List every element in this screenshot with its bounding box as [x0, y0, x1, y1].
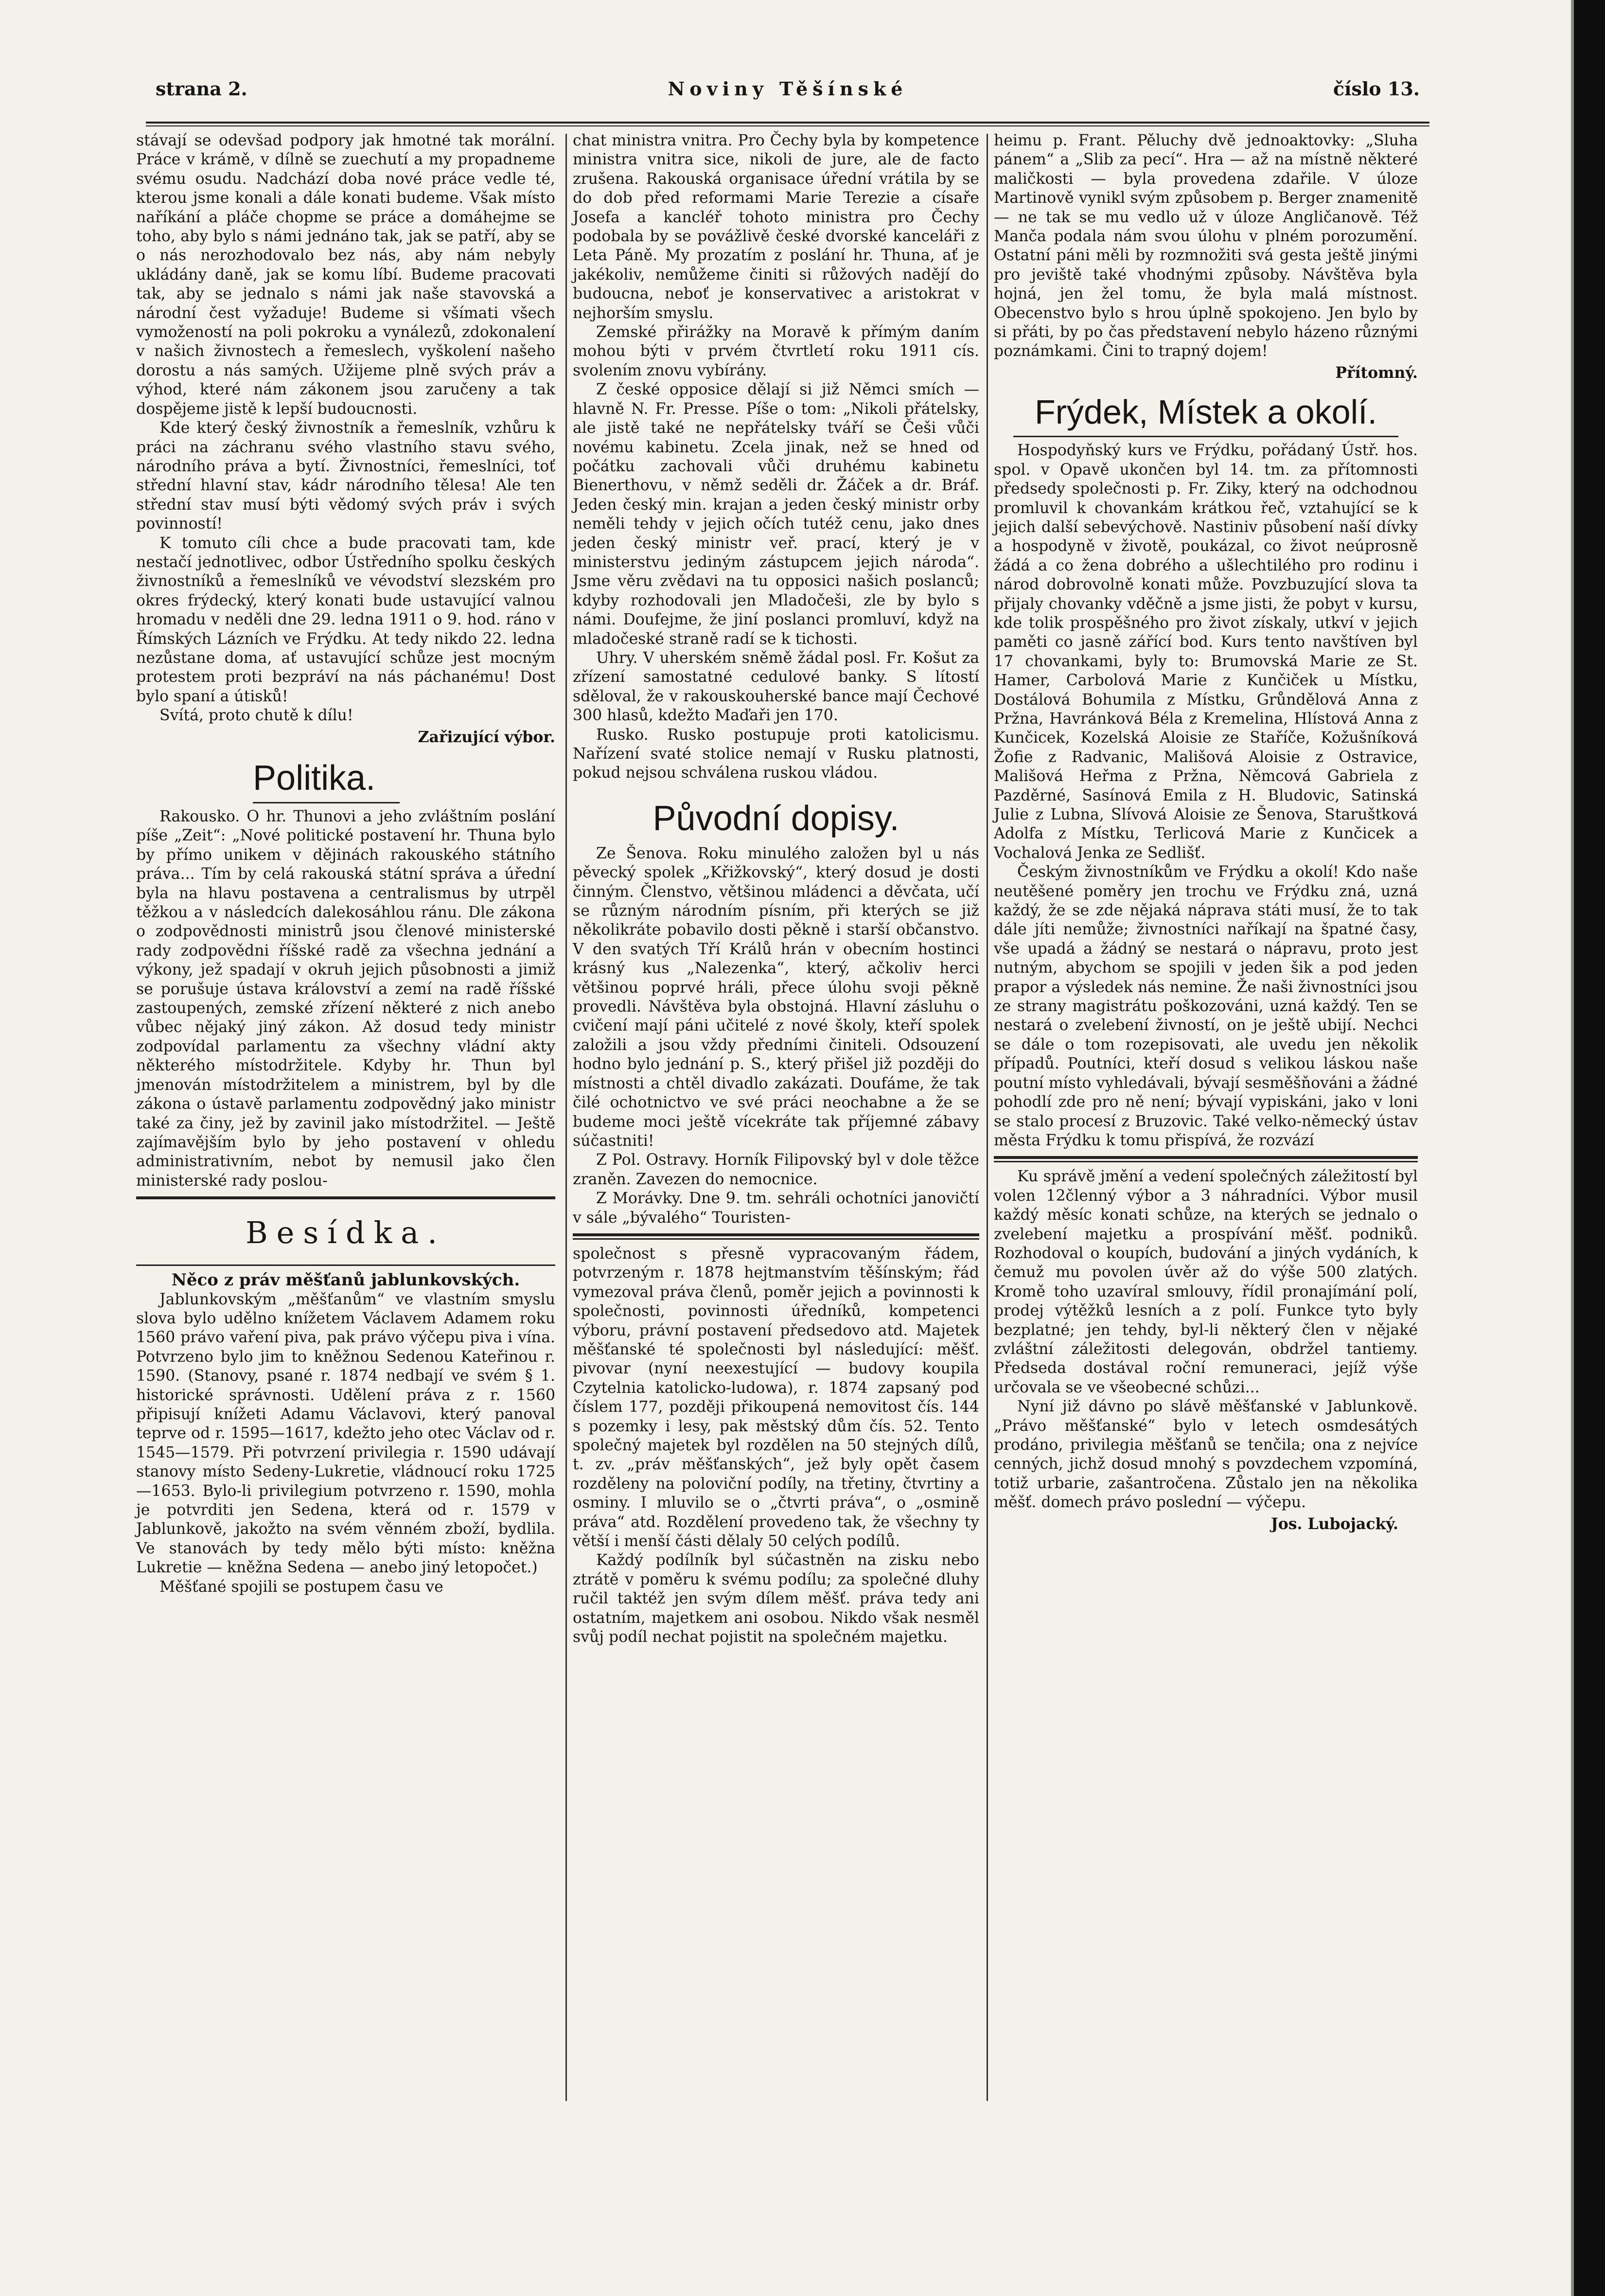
- column-divider-2: [987, 134, 988, 2101]
- paragraph: Jablunkovským „měšťanům“ ve vlastním smyslu slova bylo udělno knížetem Václavem Adamem roku 1560 právo vaření piva, pak právo výčepu piva i vína. Potvrzeno bylo jim to kněžnou Sedenou Kateřinou r. 1590. (Stanovy, psané r. 1874 nedbají ve svém § 1. historické správnosti. Udělení práva z r. 1560 připisují knížeti Adamu Václavovi, který panoval teprve od r. 1595—1617, kdežto jeho otec Václav od r. 1545—1579. Při potvrzení privilegia r. 1590 udávají stanovy místo Sedeny-Lukretie, vládnoucí roku 1725—1653. Bylo-li privilegium potvrzeno r. 1590, mohla je potvrditi jen Sedena, která od r. 1579 v Jablunkově, jakožto na svém věnném zboží, bydlila. Ve stanovách by tedy mělo býti místo: kněžna Lukretie — kněžna Sedena — anebo jiný letopočet.): [136, 1290, 555, 1577]
- title-underline: [1013, 436, 1398, 437]
- section-divider-thin: [994, 1161, 1418, 1162]
- paragraph: Zemské přirážky na Moravě k přímým daním mohou býti v prvém čtvrtletí roku 1911 cís. svolením znovu vybírány.: [573, 323, 979, 379]
- section-divider: [573, 1233, 979, 1236]
- section-divider-thin: [573, 1238, 979, 1240]
- section-title-dopisy: Původní dopisy.: [653, 799, 900, 838]
- paragraph: Kde který český živnostník a řemeslník, vzhůru k práci na záchranu svého vlastního stavu svého, národního práva a bytí. Živnostníci, řemeslníci, toť střední hlavní stav, kádr národního tělesa! Ale ten střední stav musí býti vědomý svých práv i svých povinností!: [136, 419, 555, 533]
- section-title-frydek: Frýdek, Místek a okolí.: [1034, 393, 1377, 431]
- paragraph: stávají se odevšad podpory jak hmotné tak morální. Práce v krámě, v dílně se zuechutí a my propadneme svému osudu. Nadchází doba nové práce vedle té, kterou jsme konali a dále konati budeme. Však místo naříkání a pláče chopme se práce a domáhejme se toho, aby bylo s námi jednáno tak, jak se patří, aby se o nás nerozhodovalo bez nás, aby nám nebyly ukládány daně, jak se komu líbí. Budeme pracovati tak, aby se jednalo s námi jak naše stavovská a národní čest vyžaduje! Budeme si všímati všech vymožeností na poli pokroku a vynálezů, zdokonalení v našich živnostech a řemeslech, vyškolení našeho dorostu a nás samých. Užijeme plně svých práv a výhod, které nám zákonem jsou zaručeny a tak dospějeme jistě k lepší budoucnosti.: [136, 132, 555, 418]
- header-rule: [146, 122, 1429, 124]
- paragraph: heimu p. Frant. Pěluchy dvě jednoaktovky: „Sluha pánem“ a „Slib za pecí“. Hra — až na místně některé maličkosti — byla provedena zdařile. V úloze Martinově vynikl svým způsobem p. Berger znamenitě — ne tak se mu vedlo už v úloze Angličanově. Též Manča podala nám svou úlohu v plném porozumění. Ostatní páni měli by rozmnožiti svá gesta ještě jinými pro jeviště také vhodnými způsoby. Návštěva byla hojná, jen žel tomu, že byla malá místnost. Obecenstvo bylo s hrou úplně spokojeno. Jen bylo by si přáti, by po čas představení nebylo házeno různými poznámkami. Čini to trapný dojem!: [994, 132, 1418, 360]
- paragraph: Z Morávky. Dne 9. tm. sehráli ochotníci janovičtí v sále „bývalého“ Touristen-: [573, 1190, 979, 1227]
- column-divider-1: [565, 134, 567, 2101]
- section-divider: [994, 1156, 1418, 1159]
- signature: Přítomný.: [1335, 363, 1418, 382]
- column-2: [573, 131, 979, 1647]
- paragraph: Z Pol. Ostravy. Horník Filipovský byl v dole těžce zraněn. Zavezen do nemocnice.: [573, 1151, 979, 1188]
- column-3: [994, 131, 1418, 1533]
- article-heading: Něco z práv měšťanů jablunkovských.: [171, 1270, 520, 1290]
- issue-number: číslo 13.: [1333, 78, 1420, 100]
- paragraph: Nyní již dávno po slávě měšťanské v Jablunkově. „Právo měšťanské“ bylo v letech osmdesátých prodáno, privilegia měšťanů se tenčila; ona z nejvíce cenných, jichž dosud mnohý s povzdechem vzpomíná, totiž urbarie, zašantročena. Zůstalo jen na několika měšť. domech právo poslední — výčepu.: [994, 1398, 1418, 1512]
- scan-border: [1574, 0, 1605, 2296]
- paragraph: Hospodyňský kurs ve Frýdku, pořádaný Ústř. hos. spol. v Opavě ukončen byl 14. tm. za přítomnosti předsedy společnosti p. Fr. Ziky, který na odchodnou promluvil k chovankám krátkou řeč, vztahující se k jejich další sebevýchově. Nastiniv působení naší dívky a hospodyně v životě, poukázal, co život neúprosně žádá a co žena dobrého a ušlechtilého pro rodinu i národ dobrovolně konati může. Povzbuzující slova ta přijaly chovanky vděčně a jsme jisti, že pobyt v kursu, kde tolik prospěšného pro život získaly, utkví v jejich paměti co jasně zářící bod. Kurs tento navštíven byl 17 chovankami, byly to: Brumovská Marie ze St. Hamer, Carbolová Marie z Kunčiček u Místku, Dostálová Bohumila z Místku, Grůndělová Anna z Pržna, Havránková Béla z Kremelina, Hlístová Anna z Kunčicek, Kozelská Aloisie ze Staříče, Kožušníková Žofie z Radvanic, Mališová Aloisie z Ostravice, Mališová Heřma z Pržna, Němcová Gabriela z Pazděrné, Sasínová Emila z H. Bludovic, Satinská Julie z Lubna, Slívová Aloisie ze Šenova, Staruštková Adolfa z Místku, Terlicová Marie z Kunčicek a Vochalová Jenka ze Sedlišť.: [994, 442, 1418, 862]
- paragraph: Ku správě jmění a vedení společných záležitostí byl volen 12členný výbor a 3 náhradníci. Výbor musil každý měsíc konati schůze, na kterých se jednalo o zvelebení majetku a prospívání měšť. podniků. Rozhodoval o koupích, budování a jiných vydáních, k čemuž mu povolen úvěr až do výše 500 zlatých. Kromě toho uzavíral smlouvy, řídil pronajímání polí, prodej výtěžků lesních a z polí. Funkce tyto byly bezplatné; jen tehdy, byl-li některý člen v nějaké zvláštní záležitosti delegován, obdržel tantiemy. Předseda dostával roční remuneraci, jejíž výše určovala se ve všeobecné schůzi...: [994, 1168, 1418, 1396]
- paragraph: Rakousko. O hr. Thunovi a jeho zvláštním poslání píše „Zeit“: „Nové politické postavení hr. Thuna bylo by přímo unikem v dějinách rakouského státního práva... Tím by celá rakouská státní správa a úřední byla na hlavu postavena a centralismus by utrpěl těžkou a v následcích dalekosáhlou ránu. Dle zákona o zodpovědnosti ministrů jsou členové ministerské rady zodpovědni říšské radě za všechna jednání a výkony, jež spadají v okruh jejich působnosti a jimiž se porušuje ústava království a zemí na radě říšské zastoupených, zemské zřízení některé z nich anebo vůbec nějaký jiný zákon. Až dosud tedy ministr zodpovídal parlamentu za všechny vládní akty některého místodržitele. Kdyby hr. Thun byl jmenován místodržitelem a ministrem, byl by dle zákona o ústavě parlamentu zodpovědný jako ministr také za činy, jež by zavinil jako místodržitel. — Ještě zajímavějším bylo by jeho postavení v ohledu administrativním, nebot by nemusil jako člen ministerské rady poslou-: [136, 808, 555, 1190]
- paragraph: K tomuto cíli chce a bude pracovati tam, kde nestačí jednotlivec, odbor Ústředního spolku českých živnostníků a řemeslníků ve vévodství slezském pro okres frýdecký, který konati bude ustavující valnou hromadu v neděli dne 29. ledna 1911 o 9. hod. ráno v Římských Lázních ve Frýdku. At tedy nikdo 22. ledna nezůstane doma, ať ustavující schůze jest mocným protestem proti bezpráví na nás páchanému! Dost bylo spaní a útisků!: [136, 534, 555, 705]
- section-title-politika: Politika.: [253, 759, 376, 798]
- page-header: [156, 78, 1420, 107]
- signature: Zařizující výbor.: [418, 728, 555, 746]
- section-divider-thin: [136, 1264, 555, 1266]
- section-divider: [136, 1196, 555, 1199]
- header-rule-thin: [146, 125, 1429, 126]
- page-number: strana 2.: [156, 78, 247, 100]
- paragraph: Z české opposice dělají si již Němci smích — hlavně N. Fr. Presse. Píše o tom: „Nikoli přátelsky, ale jistě také ne nepřátelsky tváří se Češi vůči novému kabinetu. Zcela jinak, než se hned od počátku zachovali vůči druhému kabinetu Bienerthovu, v němž seděli dr. Žáček a dr. Bráf. Jeden český min. krajan a jeden český ministr orby neměli tehdy v jejich očích tutéž cenu, jako dnes jeden český ministr veř. prací, který je v ministerstvu jediným zástupcem jejich národa“. Jsme věru zvědavi na tu opposici našich poslanců; kdyby rozhodovali jen Mladočeši, zle by bylo s námi. Doufejme, že jiní poslanci promluví, když na mladočeské straně radí se k tichosti.: [573, 381, 979, 648]
- paragraph: Měšťané spojili se postupem času ve: [159, 1578, 443, 1596]
- signature: Jos. Lubojacký.: [1270, 1514, 1398, 1533]
- section-title-besidka: Besídka.: [246, 1215, 446, 1251]
- paragraph: Rusko. Rusko postupuje proti katolicismu. Nařízení svaté stolice nemají v Rusku platnosti, pokud nejsou schválena ruskou vládou.: [573, 726, 979, 782]
- masthead-title: Noviny Těšínské: [668, 78, 908, 100]
- paragraph: Každý podílník byl súčastněn na zisku nebo ztrátě v poměru k svému podílu; za společné dluhy ručil taktéž jen svým dílem měšť. práva tedy ani ostatním, majetkem ani osobou. Nikdo však nesměl svůj podíl nechat pojistit na společném majetku.: [573, 1551, 979, 1646]
- paragraph: Českým živnostníkům ve Frýdku a okolí! Kdo naše neutěšené poměry jen trochu ve Frýdku zná, uzná každý, že se zde nějaká náprava státi musí, že to tak dále jíti nemůže; živnostníci naříkají na špatné časy, vše upadá a žádný se nestará o nápravu, proto jest nutným, abychom se spojili v jeden šik a pod jeden prapor a výsledek nás nemine. Že naši živnostníci jsou ze strany magistrátu poškozováni, uzná každý. Ten se nestará o zvelebení živností, on je ještě ubijí. Nechci se dále o tom rozepisovati, ale uvedu jen několik případů. Poutníci, kteří dosud s velikou láskou naše poutní místo vyhledávali, bývají sesměšňováni a žádné pohodlí zde pro ně není; bývají vypiskáni, jako v loni se stalo procesí z Bruzovic. Také velko-německý ústav města Frýdku k tomu přispívá, že rozvází: [994, 863, 1418, 1149]
- paragraph: Ze Šenova. Roku minulého založen byl u nás pěvecký spolek „Křižkovský“, který dosud je dosti činným. Členstvo, většinou mládenci a děvčata, učí se různým národním písním, při kterých se již několikráte pobavilo dosti pěkně i starší občanstvo. V den svatých Tří Králů hrán v obecním hostinci krásný kus „Nalezenka“, který, ačkoliv herci většinou poprvé hráli, přece úlohu svoji pěkně provedli. Návštěva byla obstojná. Hlavní zásluhu o cvičení mají páni učitelé z nové školy, kteří spolek založili a jsou vždy předními činiteli. Odsouzení hodno bylo jednání p. S., který přišel již později do místnosti a chtěl divadlo zakázati. Doufáme, že tak čilé ochotnictvo ve své práci neochabne a že se budeme moci ještě vícekráte tak příjemné zábavy súčastniti!: [573, 844, 979, 1150]
- paragraph: Svítá, proto chutě k dílu!: [159, 707, 353, 725]
- paragraph: Uhry. V uherském sněmě žádal posl. Fr. Košut za zřízení samostatné cedulové banky. S lítostí sděloval, že v rakouskouherské bance mají Čechové 300 hlasů, kdežto Maďaři jen 170.: [573, 649, 979, 725]
- paragraph: chat ministra vnitra. Pro Čechy byla by kompetence ministra vnitra sice, nikoli de jure, ale de facto zrušena. Rakouská organisace úřední vrátila by se do dob před reformami Marie Terezie a císaře Josefa a kancléř tohoto ministra pro Čechy podobala by se povážlivě české dvorské kanceláři z Leta Páně. My prozatím z poslání hr. Thuna, ať je jakékoliv, nemůžeme činiti si růžových nadějí do budoucna, neboť je konservativec a aristokrat v nejhorším smyslu.: [573, 132, 979, 322]
- title-underline: [253, 802, 400, 803]
- column-1: [136, 131, 555, 1597]
- paragraph: společnost s přesně vypracovaným řádem, potvrzeným r. 1878 hejtmanstvím těšínským; řád vymezoval práva členů, poměr jejich a povinnosti k společnosti, povinnosti úředníků, kompetenci výboru, právní postavení předsedovo atd. Majetek měšťanské té společnosti byl následující: měšť. pivovar (nyní neexestující — budovy koupila Czytelnia katolicko-ludowa), r. 1874 zapsaný pod číslem 177, později přikoupená nemovitost čís. 144 s pozemky i lesy, pak městský dům čís. 52. Tento společný majetek byl rozdělen na 50 stejných dílů, t. zv. „práv měšťanských“, jež byly opět časem rozděleny na poloviční podíly, na třetiny, čtvrtiny a osminy. I mluvilo se o „čtvrti práva“, o „osmině práva“ atd. Rozdělení provedeno tak, že všechny ty větší i menší části dělaly 50 celých podílů.: [573, 1245, 979, 1550]
